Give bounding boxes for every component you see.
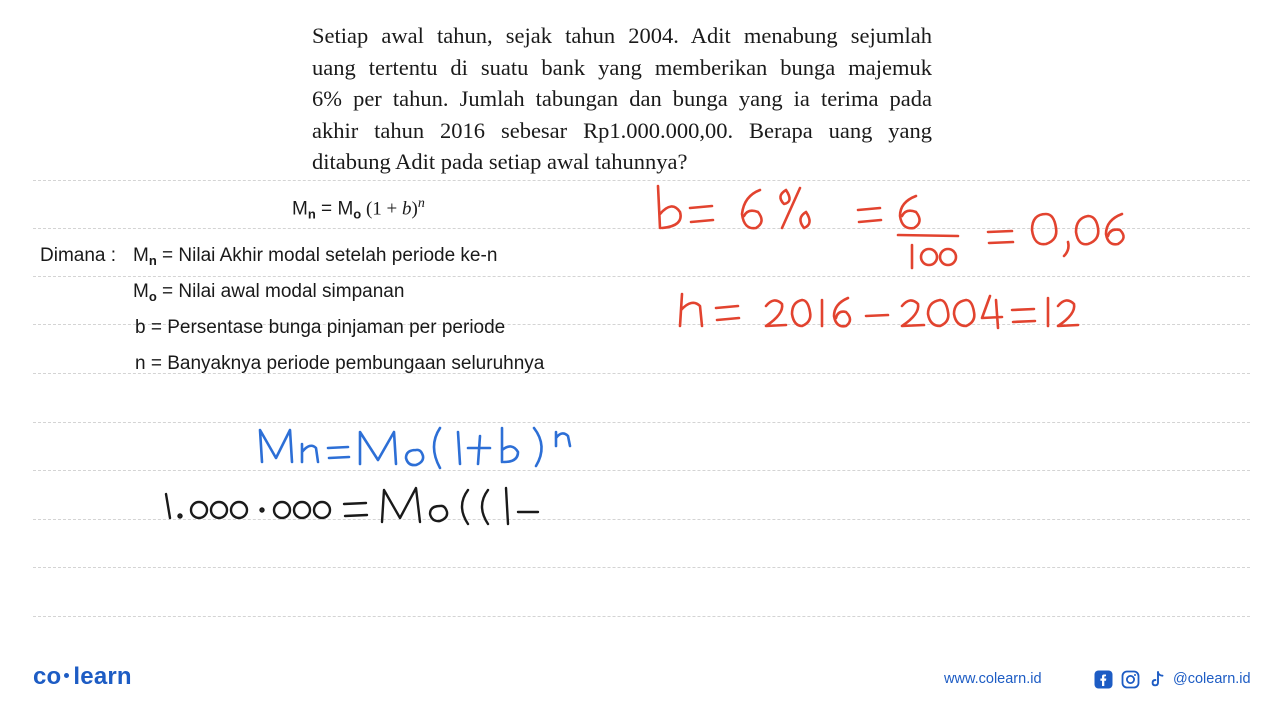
hw-M [360, 432, 396, 464]
hw-digit-0 [792, 300, 810, 326]
instagram-icon[interactable] [1121, 670, 1140, 689]
formula-subscript: o [353, 206, 362, 222]
hw-equals [1012, 309, 1035, 322]
definition-text: = Nilai Akhir modal setelah periode ke-n [156, 245, 498, 266]
definition-subscript: n [148, 253, 157, 268]
formula-paren: (1 + [361, 198, 403, 220]
problem-line: 6% per tahun. Jumlah tabungan dan bunga yang ia terima pada [312, 86, 932, 111]
handwritten-interest-rate [658, 186, 1124, 268]
hw-b [658, 186, 681, 228]
hw-paren [434, 428, 440, 468]
hw-equals [344, 503, 367, 516]
hw-minus [866, 315, 888, 316]
hw-digit-2 [1058, 300, 1078, 326]
formula-paren: ) [411, 198, 418, 220]
hw-o [430, 506, 447, 521]
definition-symbol: M [133, 281, 149, 302]
hw-equals [858, 208, 881, 222]
social-links [1094, 669, 1251, 689]
hw-paren [534, 428, 542, 466]
tiktok-icon[interactable] [1148, 670, 1167, 689]
hw-M [382, 488, 420, 522]
hw-digit-6 [1106, 214, 1124, 244]
formula-subscript: n [307, 206, 316, 222]
website-link[interactable]: www.colearn.id [944, 671, 1042, 687]
hw-plus [468, 436, 490, 464]
hw-exponent-n [556, 432, 570, 446]
hw-digit-0 [314, 502, 330, 518]
hw-n [680, 294, 702, 326]
social-handle[interactable]: @colearn.id [1173, 671, 1251, 687]
hw-digit-0 [1076, 216, 1098, 244]
hw-digit-1 [166, 494, 170, 518]
hw-M [260, 430, 292, 462]
hw-digit-0 [921, 249, 937, 265]
hw-paren [462, 490, 468, 524]
formula-symbol: M [337, 198, 354, 220]
hw-digit-0 [1032, 214, 1056, 244]
problem-line: Setiap awal tahun, sejak tahun 2004. Adit menabung sejumlah [312, 23, 932, 48]
hw-digit-2 [766, 300, 786, 326]
hw-digit-0 [928, 300, 948, 326]
hw-digit-1 [506, 488, 508, 524]
hw-digit-0 [231, 502, 247, 518]
hw-digit-0 [274, 502, 290, 518]
hw-percent [780, 188, 809, 228]
handwritten-formula [260, 428, 570, 468]
hw-digit-6 [900, 196, 920, 228]
hw-paren [482, 490, 488, 524]
handwritten-period-count [680, 294, 1078, 328]
hw-digit-0 [211, 502, 227, 518]
definition-text: = Banyaknya periode pembungaan seluruhnya [145, 353, 545, 374]
hw-fraction-bar [898, 235, 958, 236]
handwritten-substitution [166, 488, 538, 524]
problem-line: ditabung Adit pada setiap awal tahunnya? [312, 149, 688, 174]
colearn-logo [33, 663, 132, 691]
logo-text-right: learn [73, 663, 132, 690]
facebook-icon[interactable] [1094, 670, 1113, 689]
hw-comma [1064, 242, 1069, 256]
definitions-intro: Dimana : [40, 245, 117, 266]
hw-digit-0 [954, 300, 974, 326]
formula-variable: b [402, 198, 412, 220]
hw-dot [261, 509, 264, 512]
definition-text: = Persentase bunga pinjaman per periode [145, 317, 506, 338]
logo-dot-icon [64, 673, 69, 678]
hw-equals [716, 306, 739, 320]
formula-symbol: M [292, 198, 308, 220]
hw-b [502, 428, 518, 462]
hw-digit-0 [940, 249, 956, 265]
formula-equals: = [315, 198, 338, 220]
formula-exponent: n [417, 196, 425, 211]
problem-line: uang tertentu di suatu bank yang memberikan bunga majemuk [312, 54, 932, 80]
definition-text: = Nilai awal modal simpanan [156, 281, 405, 302]
hw-equals [328, 447, 349, 458]
hw-digit-4 [982, 296, 1002, 328]
logo-text-left: co [33, 663, 62, 690]
definition-symbol: n [135, 353, 146, 374]
hw-digit-0 [191, 502, 207, 518]
hw-equals [988, 231, 1013, 243]
problem-line: akhir tahun 2016 sebesar Rp1.000.000,00. Berapa uang yang [312, 117, 932, 143]
hw-digit-6 [834, 298, 850, 326]
hw-digit-6 [742, 190, 762, 228]
hw-digit-0 [294, 502, 310, 518]
hw-digit-2 [902, 300, 924, 326]
hw-o [406, 450, 423, 465]
hw-dot [179, 515, 182, 518]
hw-equals [690, 206, 713, 222]
definition-subscript: o [148, 289, 157, 304]
hw-digit-1 [458, 432, 460, 464]
hw-n [302, 444, 318, 462]
definition-symbol: M [133, 245, 149, 266]
definition-symbol: b [135, 317, 146, 338]
